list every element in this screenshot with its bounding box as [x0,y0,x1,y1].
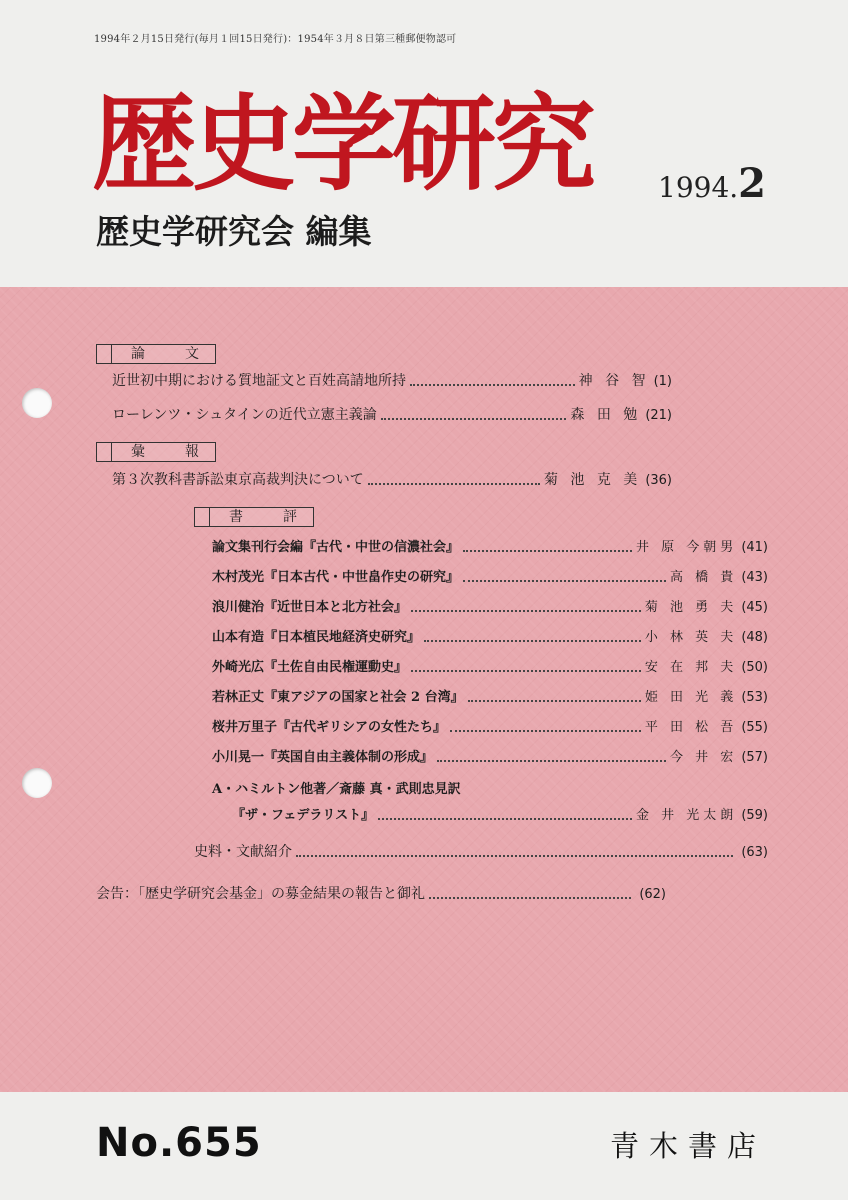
section-label: 彙報 [131,444,239,460]
leader-dots [437,760,666,762]
header-tick [111,443,112,461]
header-tick [111,345,112,363]
materials-title: 史料・文献紹介 [194,844,292,860]
review-author: 今 井 宏 [670,750,738,765]
toc-item [112,470,672,491]
issue-month: 2 [738,160,767,207]
review-author: 小 林 英 夫 [644,630,738,645]
report-page: (36) [645,473,672,488]
review-author: 菊 池 勇 夫 [644,600,738,615]
review-title: 論文集刊行会編『古代・中世の信濃社会』 [212,540,460,555]
notice-title: 会告：「歴史学研究会基金」の募金結果の報告と御礼 [96,886,425,902]
notice-item [96,884,666,905]
section-label: 書評 [229,509,337,525]
editor-credit: 歴史学研究会 編集 [96,212,372,251]
leader-dots [463,580,666,582]
publisher-name: 青木書店 [610,1129,767,1163]
leader-dots [463,550,632,552]
review-author: 姫 田 光 義 [644,690,738,705]
section-header-reviews [194,507,337,527]
issue-number: No.655 [96,1120,262,1166]
review-page: (45) [741,600,768,615]
report-title: 第３次教科書訴訟東京高裁判決について [112,472,364,488]
review-title: 『ザ・フェデラリスト』 [232,808,375,823]
article-author: 神 谷 智 [578,373,650,389]
review-title: 木村茂光『日本古代・中世畠作史の研究』 [212,570,460,585]
toc-item [194,842,768,863]
review-author: 安 在 邦 夫 [644,660,738,675]
review-title: 若林正丈『東アジアの国家と社会 2 台湾』 [212,690,464,705]
review-title: 桜井万里子『古代ギリシアの女性たち』 [212,720,447,735]
article-title: 近世初中期における質地証文と百姓高請地所持 [112,373,406,389]
issue-year: 1994. [658,171,739,204]
punch-hole [22,768,52,798]
section-header-articles [96,344,239,364]
review-item [212,748,768,768]
leader-dots [468,700,641,702]
leader-dots [411,610,641,612]
review-page: (43) [741,570,768,585]
review-page: (55) [741,720,768,735]
article-title: ローレンツ・シュタインの近代立憲主義論 [112,407,377,423]
toc-item [112,405,672,426]
leader-dots [429,897,631,899]
review-item [232,806,768,826]
punch-hole [22,388,52,418]
review-item [212,598,768,618]
review-item [212,718,768,738]
leader-dots [378,818,632,820]
section-label: 論文 [131,346,239,362]
review-title: 小川晃一『英国自由主義体制の形成』 [212,750,434,765]
article-author: 森 田 勉 [570,407,642,423]
report-author: 菊 池 克 美 [543,472,642,488]
leader-dots [296,855,733,857]
review-page: (57) [741,750,768,765]
review-page: (59) [741,808,768,823]
leader-dots [450,730,641,732]
article-page: (21) [645,408,672,423]
review-title: 浪川健治『近世日本と北方社会』 [212,600,408,615]
review-title: 山本有造『日本植民地経済史研究』 [212,630,421,645]
review-item [212,538,768,558]
leader-dots [411,670,641,672]
leader-dots [410,384,575,386]
review-author: 高 橋 貴 [670,570,738,585]
section-header-reports [96,442,239,462]
publication-info: 1994年２月15日発行(毎月１回15日発行)：1954年３月８日第三種郵便物認可 [94,34,457,45]
header-tick [209,508,210,526]
leader-dots [381,418,567,420]
review-page: (41) [741,540,768,555]
review-page: (50) [741,660,768,675]
review-item [212,628,768,648]
toc-item [112,371,672,392]
journal-title: 歴史学研究 [92,83,593,205]
review-item [212,568,768,588]
review-item [212,688,768,708]
review-author: 金 井 光太朗 [636,808,738,823]
review-page: (48) [741,630,768,645]
review-item [212,658,768,678]
materials-page: (63) [741,845,768,860]
review-title-line1: A・ハミルトン他著／斎藤 真・武則忠見訳 [212,782,461,797]
review-title: 外崎光広『土佐自由民権運動史』 [212,660,408,675]
article-page: (1) [653,374,672,389]
notice-page: (62) [639,887,666,902]
leader-dots [368,483,540,485]
review-author: 平 田 松 吾 [644,720,738,735]
issue-date [658,160,766,207]
review-page: (53) [741,690,768,705]
leader-dots [424,640,641,642]
review-author: 井 原 今朝男 [636,540,738,555]
